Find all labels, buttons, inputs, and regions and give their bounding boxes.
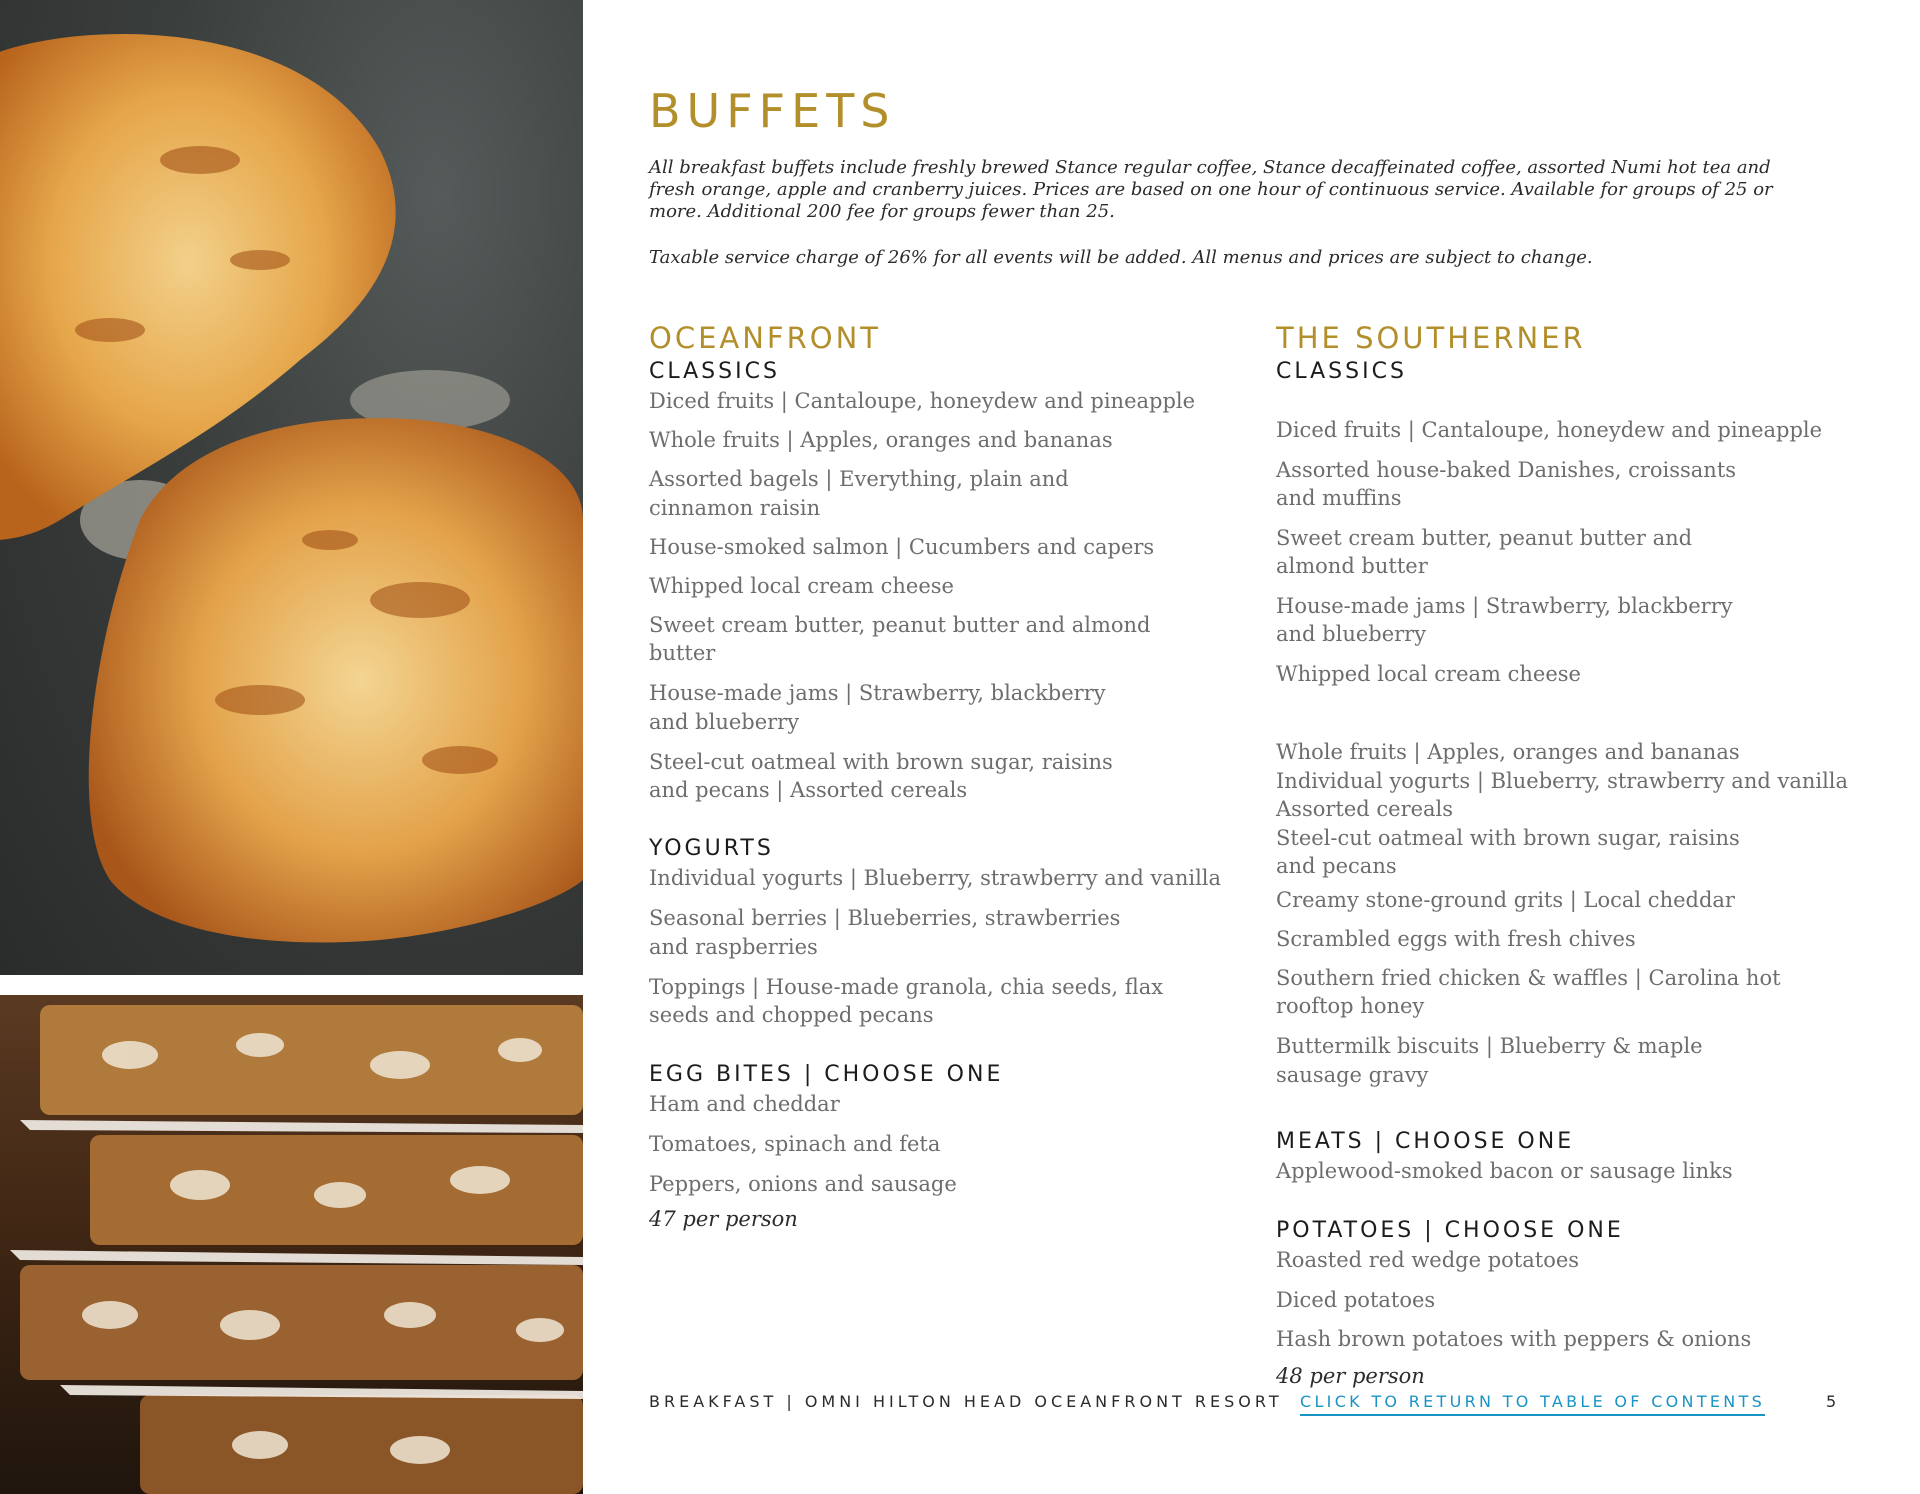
menu-item: Whole fruits | Apples, oranges and bananas — [649, 428, 1113, 452]
menu-item: Whole fruits | Apples, oranges and bananas — [1276, 740, 1740, 764]
menu-item: and muffins — [1276, 486, 1402, 510]
southerner-potatoes-head: POTATOES | CHOOSE ONE — [1276, 1218, 1624, 1243]
menu-item: and pecans — [1276, 854, 1397, 878]
menu-item: Whipped local cream cheese — [649, 574, 954, 598]
menu-item: Assorted house-baked Danishes, croissants — [1276, 458, 1737, 482]
oceanfront-classics-head: CLASSICS — [649, 359, 780, 384]
menu-item: almond butter — [1276, 554, 1428, 578]
menu-item: Toppings | House-made granola, chia seeds, flax — [649, 975, 1164, 999]
menu-item: Southern fried chicken & waffles | Carolina hot — [1276, 966, 1781, 990]
southerner-meats-head: MEATS | CHOOSE ONE — [1276, 1129, 1575, 1154]
intro-text: All breakfast buffets include freshly brewed Stance regular coffee, Stance decaffeinated coffee, assorted Numi hot tea and fresh orange, apple and cranberry juices. Prices are based on one hour of continuous service. Available for groups of 25 or more. Additional 200 fee for groups fewer than 25. — [649, 157, 1773, 222]
menu-item: Individual yogurts | Blueberry, strawberry and vanilla — [649, 866, 1222, 890]
menu-item: Creamy stone-ground grits | Local cheddar — [1276, 888, 1735, 912]
menu-content — [649, 0, 1849, 1494]
footer-label: BREAKFAST | OMNI HILTON HEAD OCEANFRONT RESORT — [649, 1392, 1283, 1411]
menu-item: Steel-cut oatmeal with brown sugar, raisins — [1276, 826, 1740, 850]
menu-item: and pecans | Assorted cereals — [649, 778, 968, 802]
menu-item: Steel-cut oatmeal with brown sugar, raisins — [649, 750, 1113, 774]
table-of-contents-link[interactable]: CLICK TO RETURN TO TABLE OF CONTENTS — [1300, 1392, 1765, 1416]
menu-item: Hash brown potatoes with peppers & onions — [1276, 1327, 1752, 1351]
service-note: Taxable service charge of 26% for all events will be added. All menus and prices are subject to change. — [649, 247, 1593, 268]
menu-item: Diced potatoes — [1276, 1288, 1436, 1312]
menu-item: Diced fruits | Cantaloupe, honeydew and pineapple — [649, 389, 1196, 413]
menu-item: and blueberry — [1276, 622, 1427, 646]
menu-item: Sweet cream butter, peanut butter and almond — [649, 613, 1151, 637]
french-toast-photo — [0, 0, 583, 975]
menu-item: Individual yogurts | Blueberry, strawberry and vanilla — [1276, 769, 1849, 793]
menu-item: House-smoked salmon | Cucumbers and capers — [649, 535, 1155, 559]
menu-item: Applewood-smoked bacon or sausage links — [1276, 1159, 1733, 1183]
page-number: 5 — [1826, 1392, 1837, 1411]
menu-item: House-made jams | Strawberry, blackberry — [649, 681, 1106, 705]
oceanfront-egg-head: EGG BITES | CHOOSE ONE — [649, 1062, 1004, 1087]
menu-item: sausage gravy — [1276, 1063, 1429, 1087]
nut-brittle-photo — [0, 995, 583, 1494]
oceanfront-yogurts-head: YOGURTS — [649, 836, 774, 861]
oceanfront-price: 47 per person — [649, 1207, 798, 1231]
menu-item: Tomatoes, spinach and feta — [649, 1132, 941, 1156]
menu-item: Buttermilk biscuits | Blueberry & maple — [1276, 1034, 1703, 1058]
oceanfront-title: OCEANFRONT — [649, 321, 881, 355]
menu-item: and blueberry — [649, 710, 800, 734]
menu-item: Assorted bagels | Everything, plain and — [649, 467, 1069, 491]
menu-item: butter — [649, 641, 716, 665]
menu-item: Sweet cream butter, peanut butter and — [1276, 526, 1693, 550]
page-footer — [649, 1392, 1849, 1416]
menu-item: Assorted cereals — [1276, 797, 1454, 821]
page-title: BUFFETS — [649, 84, 896, 138]
menu-item: Ham and cheddar — [649, 1092, 840, 1116]
menu-item: seeds and chopped pecans — [649, 1003, 934, 1027]
menu-item: cinnamon raisin — [649, 496, 821, 520]
menu-item: Peppers, onions and sausage — [649, 1172, 957, 1196]
menu-item: Scrambled eggs with fresh chives — [1276, 927, 1636, 951]
southerner-classics-head: CLASSICS — [1276, 359, 1407, 384]
southerner-title: THE SOUTHERNER — [1276, 321, 1586, 355]
menu-item: Seasonal berries | Blueberries, strawberries — [649, 906, 1121, 930]
southerner-price: 48 per person — [1276, 1364, 1425, 1388]
menu-item: Diced fruits | Cantaloupe, honeydew and pineapple — [1276, 418, 1823, 442]
menu-item: Roasted red wedge potatoes — [1276, 1248, 1580, 1272]
menu-item: rooftop honey — [1276, 994, 1425, 1018]
menu-item: and raspberries — [649, 935, 818, 959]
menu-item: Whipped local cream cheese — [1276, 662, 1581, 686]
menu-item: House-made jams | Strawberry, blackberry — [1276, 594, 1733, 618]
